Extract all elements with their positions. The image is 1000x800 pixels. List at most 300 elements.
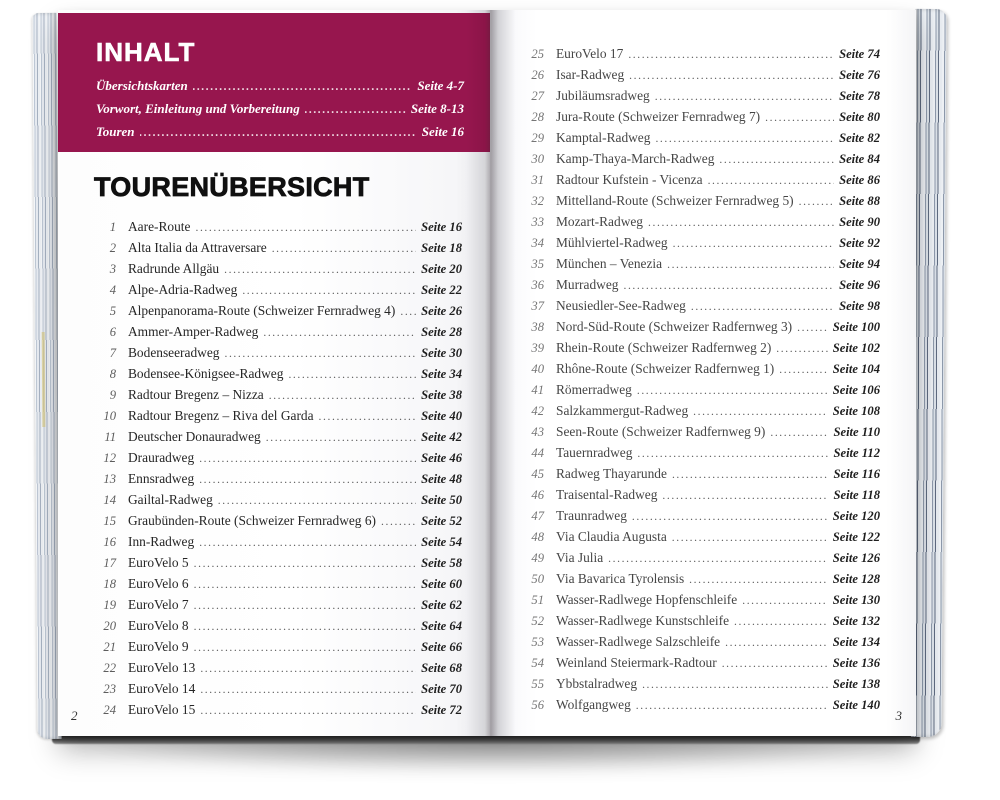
toc-entry	[98, 594, 462, 615]
dot-leader	[218, 491, 416, 512]
tour-list-left	[58, 216, 490, 720]
dot-leader	[637, 444, 828, 465]
header-toc-entry	[96, 78, 464, 101]
entry-page-ref: Seite 40	[421, 409, 462, 423]
entry-number: 15	[103, 514, 116, 528]
toc-entry	[98, 657, 462, 678]
dot-leader	[642, 675, 828, 696]
toc-entry	[526, 484, 880, 505]
entry-number: 29	[531, 131, 544, 145]
toc-entry	[526, 106, 880, 127]
entry-title: Wolfgangweg	[556, 697, 631, 712]
entry-title: Wasser-Radlwege Hopfenschleife	[556, 592, 738, 607]
toc-entry	[526, 610, 880, 631]
dot-leader	[194, 554, 416, 575]
entry-number: 44	[531, 446, 544, 460]
entry-number: 43	[531, 425, 544, 439]
toc-entry	[526, 127, 880, 148]
entry-title: Salzkammergut-Radweg	[556, 403, 689, 418]
entry-page-ref: Seite 90	[839, 215, 880, 229]
entry-number: 36	[531, 278, 544, 292]
open-book	[58, 10, 916, 736]
entry-number: 31	[531, 173, 544, 187]
entry-title: Alpe-Adria-Radweg	[128, 282, 238, 297]
entry-number: 23	[103, 682, 116, 696]
toc-entry	[98, 531, 462, 552]
toc-entry	[526, 148, 880, 169]
dot-leader	[719, 150, 834, 171]
entry-number: 46	[531, 488, 544, 502]
entry-page-ref: Seite 134	[832, 635, 880, 649]
dot-leader	[381, 512, 416, 533]
entry-title: Via Claudia Augusta	[556, 529, 667, 544]
dot-leader	[272, 239, 416, 260]
entry-page-ref: Seite 76	[839, 68, 880, 82]
entry-page-ref: Seite 122	[832, 530, 880, 544]
entry-number: 48	[531, 530, 544, 544]
toc-entry	[98, 342, 462, 363]
entry-title: Jura-Route (Schweizer Fernradweg 7)	[556, 109, 761, 124]
entry-number: 33	[531, 215, 544, 229]
entry-number: 21	[103, 640, 116, 654]
dot-leader	[691, 297, 834, 318]
entry-label: Übersichtskarten	[96, 78, 188, 93]
entry-title: EuroVelo 9	[128, 639, 189, 654]
dot-leader	[770, 423, 828, 444]
dot-leader	[632, 507, 828, 528]
toc-entry	[526, 169, 880, 190]
entry-number: 5	[109, 304, 116, 318]
toc-entry	[98, 678, 462, 699]
entry-title: Drauradweg	[128, 450, 195, 465]
entry-number: 16	[103, 535, 116, 549]
entry-title: Ammer-Amper-Radweg	[128, 324, 259, 339]
entry-page-ref: Seite 108	[832, 404, 880, 418]
toc-entry	[98, 426, 462, 447]
entry-page-ref: Seite 128	[832, 572, 880, 586]
dot-leader	[734, 612, 828, 633]
entry-number: 49	[531, 551, 544, 565]
entry-number: 22	[103, 661, 116, 675]
dot-leader	[693, 402, 828, 423]
entry-page-ref: Seite 54	[421, 535, 462, 549]
entry-number: 39	[531, 341, 544, 355]
entry-title: Aare-Route	[128, 219, 191, 234]
dot-leader	[266, 428, 416, 449]
dot-leader	[194, 638, 416, 659]
page-right	[490, 10, 916, 736]
toc-entry	[98, 237, 462, 258]
entry-title: EuroVelo 14	[128, 681, 196, 696]
page-left	[58, 10, 490, 736]
entry-page-ref: Seite 78	[839, 89, 880, 103]
entry-number: 2	[109, 241, 116, 255]
toc-entry	[526, 43, 880, 64]
dot-leader	[305, 104, 406, 116]
entry-title: Via Bavarica Tyrolensis	[556, 571, 685, 586]
dot-leader	[194, 575, 416, 596]
dot-leader	[797, 318, 828, 339]
dot-leader	[263, 323, 416, 344]
dot-leader	[725, 633, 828, 654]
entry-page-ref: Seite 8-13	[410, 101, 464, 116]
dot-leader	[662, 486, 828, 507]
dot-leader	[637, 381, 828, 402]
dot-leader	[400, 302, 416, 323]
dot-leader	[224, 260, 416, 281]
entry-title: Rhône-Route (Schweizer Radfernweg 1)	[556, 361, 775, 376]
entry-number: 40	[531, 362, 544, 376]
entry-page-ref: Seite 136	[832, 656, 880, 670]
entry-number: 34	[531, 236, 544, 250]
entry-number: 3	[109, 262, 116, 276]
entry-page-ref: Seite 66	[421, 640, 462, 654]
dot-leader	[195, 218, 416, 239]
dot-leader	[194, 617, 416, 638]
entry-page-ref: Seite 16	[421, 220, 462, 234]
entry-number: 45	[531, 467, 544, 481]
toc-entry	[526, 673, 880, 694]
entry-label: Vorwort, Einleitung und Vorbereitung	[96, 101, 300, 116]
entry-number: 38	[531, 320, 544, 334]
toc-entry	[98, 447, 462, 468]
dot-leader	[655, 129, 834, 150]
entry-page-ref: Seite 82	[839, 131, 880, 145]
dot-leader	[667, 255, 834, 276]
entry-number: 10	[103, 409, 116, 423]
entry-page-ref: Seite 26	[421, 304, 462, 318]
entry-number: 55	[531, 677, 544, 691]
entry-page-ref: Seite 28	[421, 325, 462, 339]
entry-page-ref: Seite 64	[421, 619, 462, 633]
dot-leader	[319, 407, 417, 428]
dot-leader	[673, 234, 835, 255]
entry-page-ref: Seite 130	[832, 593, 880, 607]
entry-title: EuroVelo 6	[128, 576, 189, 591]
entry-number: 17	[103, 556, 116, 570]
entry-page-ref: Seite 22	[421, 283, 462, 297]
entry-number: 26	[531, 68, 544, 82]
entry-page-ref: Seite 110	[833, 425, 880, 439]
entry-number: 37	[531, 299, 544, 313]
entry-number: 1	[109, 220, 116, 234]
dot-leader	[193, 81, 413, 93]
entry-title: Ybbstalradweg	[556, 676, 638, 691]
toc-entry	[526, 421, 880, 442]
toc-entry	[526, 631, 880, 652]
entry-number: 51	[531, 593, 544, 607]
entry-number: 41	[531, 383, 544, 397]
entry-number: 47	[531, 509, 544, 523]
entry-title: Neusiedler-See-Radweg	[556, 298, 686, 313]
dot-leader	[672, 528, 828, 549]
page-number-left: 2	[71, 708, 78, 723]
entry-title: Nord-Süd-Route (Schweizer Radfernweg 3)	[556, 319, 793, 334]
entry-title: Ennsradweg	[128, 471, 195, 486]
dot-leader	[628, 45, 834, 66]
page-title: INHALT	[96, 37, 196, 67]
dot-leader	[288, 365, 416, 386]
entry-number: 35	[531, 257, 544, 271]
tour-list-right	[490, 23, 916, 715]
dot-leader	[194, 596, 416, 617]
dot-leader	[722, 654, 828, 675]
entry-title: Isar-Radweg	[556, 67, 625, 82]
dot-leader	[199, 470, 416, 491]
entry-page-ref: Seite 88	[839, 194, 880, 208]
entry-number: 4	[109, 283, 116, 297]
entry-page-ref: Seite 30	[421, 346, 462, 360]
entry-number: 20	[103, 619, 116, 633]
entry-page-ref: Seite 112	[833, 446, 880, 460]
toc-entry	[526, 316, 880, 337]
toc-entry	[526, 253, 880, 274]
entry-page-ref: Seite 140	[832, 698, 880, 712]
entry-page-ref: Seite 92	[839, 236, 880, 250]
entry-label: Touren	[96, 124, 135, 139]
toc-entry	[526, 589, 880, 610]
entry-title: Seen-Route (Schweizer Radfernweg 9)	[556, 424, 766, 439]
entry-page-ref: Seite 4-7	[417, 78, 464, 93]
entry-title: Mittelland-Route (Schweizer Fernradweg 5)	[556, 193, 794, 208]
entry-number: 9	[109, 388, 116, 402]
entry-title: Jubiläumsradweg	[556, 88, 650, 103]
toc-entry	[98, 636, 462, 657]
dot-leader	[140, 127, 417, 139]
entry-title: Deutscher Donauradweg	[128, 429, 261, 444]
entry-title: Bodensee-Königsee-Radweg	[128, 366, 284, 381]
toc-entry	[526, 337, 880, 358]
toc-entry	[526, 463, 880, 484]
toc-entry	[98, 384, 462, 405]
entry-title: Traunradweg	[556, 508, 627, 523]
dot-leader	[623, 276, 834, 297]
entry-page-ref: Seite 104	[832, 362, 880, 376]
entry-number: 12	[103, 451, 116, 465]
entry-page-ref: Seite 98	[839, 299, 880, 313]
entry-page-ref: Seite 138	[832, 677, 880, 691]
entry-title: Rhein-Route (Schweizer Radfernweg 2)	[556, 340, 772, 355]
entry-title: Via Julia	[556, 550, 604, 565]
dot-leader	[776, 339, 827, 360]
entry-page-ref: Seite 118	[833, 488, 880, 502]
entry-title: München – Venezia	[556, 256, 663, 271]
toc-entry	[526, 442, 880, 463]
toc-entry	[526, 211, 880, 232]
entry-title: EuroVelo 7	[128, 597, 189, 612]
entry-number: 32	[531, 194, 544, 208]
entry-page-ref: Seite 50	[421, 493, 462, 507]
toc-entry	[526, 505, 880, 526]
dot-leader	[672, 465, 829, 486]
entry-page-ref: Seite 38	[421, 388, 462, 402]
entry-number: 8	[109, 367, 116, 381]
entry-page-ref: Seite 86	[839, 173, 880, 187]
toc-entry	[526, 379, 880, 400]
entry-title: EuroVelo 8	[128, 618, 189, 633]
entry-page-ref: Seite 70	[421, 682, 462, 696]
dot-leader	[648, 213, 834, 234]
toc-entry	[98, 468, 462, 489]
entry-page-ref: Seite 126	[832, 551, 880, 565]
entry-title: Kamp-Thaya-March-Radweg	[556, 151, 715, 166]
dot-leader	[200, 680, 416, 701]
book-bottom-edge	[52, 735, 920, 744]
toc-entry	[98, 405, 462, 426]
entry-page-ref: Seite 132	[832, 614, 880, 628]
entry-number: 6	[109, 325, 116, 339]
entry-title: Tauernradweg	[556, 445, 633, 460]
header-toc-entry	[96, 101, 464, 124]
entry-page-ref: Seite 52	[421, 514, 462, 528]
entry-title: Radtour Bregenz – Nizza	[128, 387, 264, 402]
entry-title: Wasser-Radlwege Salzschleife	[556, 634, 721, 649]
entry-page-ref: Seite 62	[421, 598, 462, 612]
entry-page-ref: Seite 106	[832, 383, 880, 397]
toc-entry	[98, 216, 462, 237]
entry-number: 7	[109, 346, 116, 360]
entry-title: Murradweg	[556, 277, 619, 292]
dot-leader	[242, 281, 416, 302]
toc-entry	[98, 552, 462, 573]
section-title: TOURENÜBERSICHT	[94, 172, 370, 202]
entry-title: Kamptal-Radweg	[556, 130, 651, 145]
entry-title: Radtour Kufstein - Vicenza	[556, 172, 703, 187]
toc-entry	[98, 321, 462, 342]
dot-leader	[742, 591, 828, 612]
entry-number: 25	[531, 47, 544, 61]
entry-page-ref: Seite 72	[421, 703, 462, 717]
toc-entry	[98, 279, 462, 300]
entry-title: Graubünden-Route (Schweizer Fernradweg 6)	[128, 513, 377, 528]
entry-title: Römerradweg	[556, 382, 632, 397]
entry-title: Radtour Bregenz – Riva del Garda	[128, 408, 314, 423]
entry-title: Alta Italia da Attraversare	[128, 240, 267, 255]
entry-title: Mozart-Radweg	[556, 214, 644, 229]
entry-page-ref: Seite 120	[832, 509, 880, 523]
dot-leader	[200, 659, 416, 680]
toc-entry	[526, 547, 880, 568]
entry-page-ref: Seite 16	[421, 124, 464, 139]
header-toc	[96, 78, 464, 147]
dot-leader	[799, 192, 834, 213]
dot-leader	[629, 66, 834, 87]
dot-leader	[608, 549, 828, 570]
entry-number: 24	[103, 703, 116, 717]
entry-title: Radweg Thayarunde	[556, 466, 667, 481]
entry-page-ref: Seite 60	[421, 577, 462, 591]
entry-title: EuroVelo 13	[128, 660, 196, 675]
entry-title: Mühlviertel-Radweg	[556, 235, 668, 250]
entry-page-ref: Seite 34	[421, 367, 462, 381]
entry-title: Gailtal-Radweg	[128, 492, 213, 507]
dot-leader	[779, 360, 828, 381]
entry-title: EuroVelo 17	[556, 46, 624, 61]
entry-page-ref: Seite 42	[421, 430, 462, 444]
entry-page-ref: Seite 46	[421, 451, 462, 465]
toc-entry	[98, 489, 462, 510]
entry-page-ref: Seite 74	[839, 47, 880, 61]
toc-entry	[98, 573, 462, 594]
toc-entry	[98, 258, 462, 279]
dot-leader	[199, 449, 416, 470]
entry-number: 30	[531, 152, 544, 166]
header-toc-entry	[96, 124, 464, 147]
entry-page-ref: Seite 94	[839, 257, 880, 271]
page-number-right: 3	[895, 708, 902, 723]
dot-leader	[708, 171, 834, 192]
entry-page-ref: Seite 102	[832, 341, 880, 355]
entry-title: EuroVelo 15	[128, 702, 196, 717]
toc-entry	[526, 85, 880, 106]
entry-number: 11	[104, 430, 116, 444]
dot-leader	[269, 386, 416, 407]
entry-title: Wasser-Radlwege Kunstschleife	[556, 613, 730, 628]
entry-page-ref: Seite 84	[839, 152, 880, 166]
entry-title: Bodenseeradweg	[128, 345, 220, 360]
toc-entry	[526, 295, 880, 316]
toc-entry	[526, 274, 880, 295]
toc-entry	[526, 652, 880, 673]
entry-number: 50	[531, 572, 544, 586]
entry-number: 27	[531, 89, 544, 103]
entry-page-ref: Seite 100	[832, 320, 880, 334]
entry-number: 18	[103, 577, 116, 591]
toc-entry	[526, 190, 880, 211]
entry-page-ref: Seite 48	[421, 472, 462, 486]
toc-entry	[526, 232, 880, 253]
entry-title: Weinland Steiermark-Radtour	[556, 655, 717, 670]
dot-leader	[765, 108, 834, 129]
entry-page-ref: Seite 116	[833, 467, 880, 481]
entry-page-ref: Seite 80	[839, 110, 880, 124]
toc-entry	[526, 694, 880, 715]
dot-leader	[224, 344, 416, 365]
toc-entry	[98, 363, 462, 384]
toc-entry	[98, 615, 462, 636]
dot-leader	[199, 533, 416, 554]
toc-entry	[526, 568, 880, 589]
toc-entry	[526, 358, 880, 379]
entry-number: 54	[531, 656, 544, 670]
toc-entry	[98, 699, 462, 720]
entry-title: Traisental-Radweg	[556, 487, 658, 502]
entry-number: 13	[103, 472, 116, 486]
entry-title: Alpenpanorama-Route (Schweizer Fernradweg 4)	[128, 303, 396, 318]
entry-title: EuroVelo 5	[128, 555, 189, 570]
entry-title: Inn-Radweg	[128, 534, 195, 549]
entry-number: 52	[531, 614, 544, 628]
entry-title: Radrunde Allgäu	[128, 261, 220, 276]
entry-number: 14	[103, 493, 116, 507]
entry-page-ref: Seite 18	[421, 241, 462, 255]
entry-number: 56	[531, 698, 544, 712]
entry-page-ref: Seite 20	[421, 262, 462, 276]
toc-entry	[526, 400, 880, 421]
entry-number: 19	[103, 598, 116, 612]
entry-number: 42	[531, 404, 544, 418]
entry-page-ref: Seite 58	[421, 556, 462, 570]
toc-entry	[98, 300, 462, 321]
entry-number: 28	[531, 110, 544, 124]
toc-entry	[526, 526, 880, 547]
toc-entry	[98, 510, 462, 531]
entry-number: 53	[531, 635, 544, 649]
toc-entry	[526, 64, 880, 85]
dot-leader	[200, 701, 416, 722]
inhalt-header	[58, 13, 490, 152]
dot-leader	[689, 570, 828, 591]
